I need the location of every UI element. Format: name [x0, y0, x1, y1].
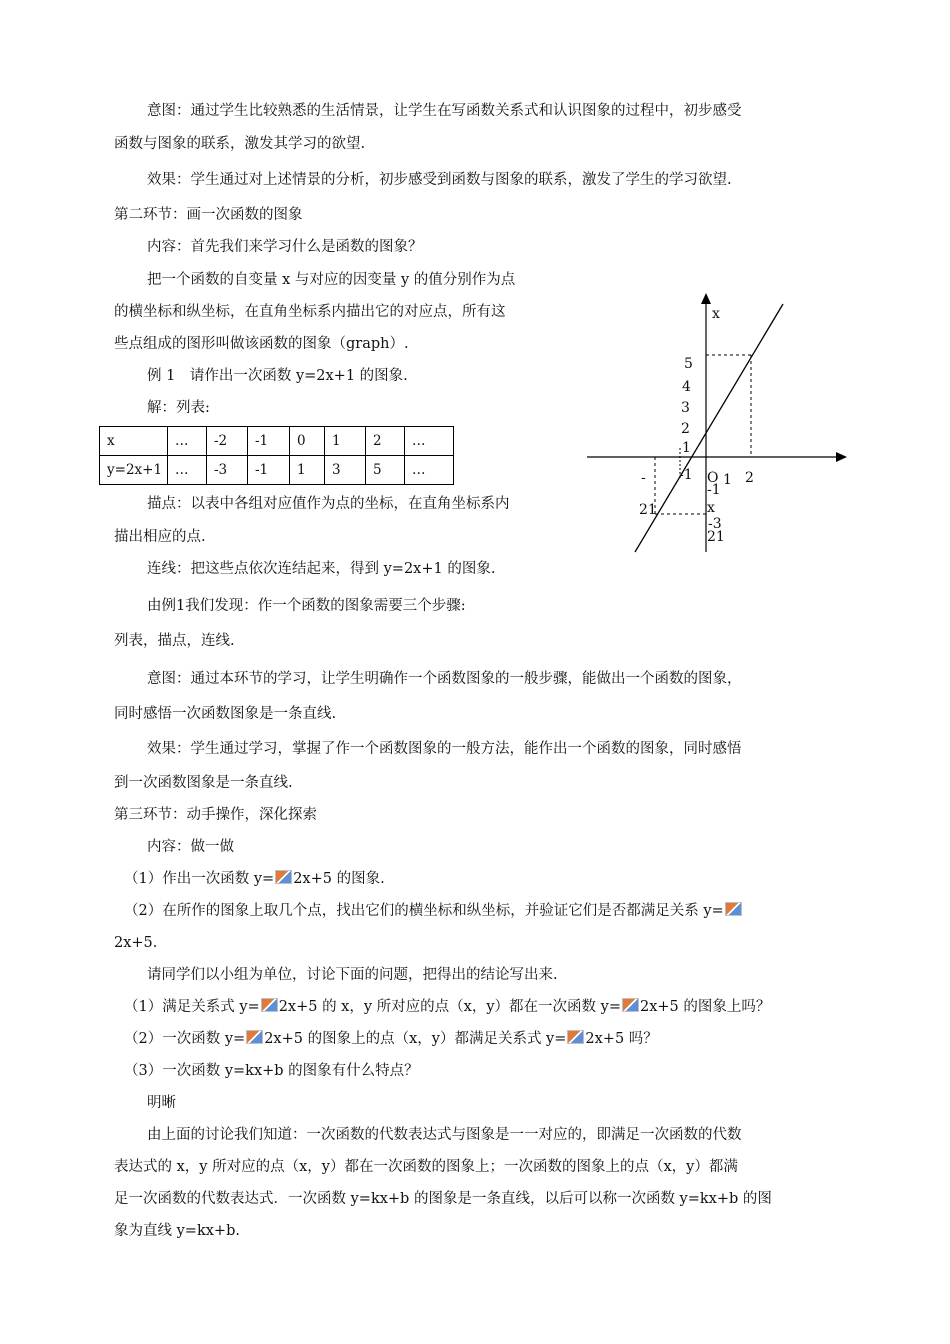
x-axis-arrow-icon	[836, 452, 847, 462]
conclusion-line4: 象为直线 y=kx+b.	[114, 1223, 240, 1239]
table-cell: 3	[325, 456, 366, 485]
missing-image-icon	[725, 902, 742, 916]
table-cell: x	[100, 427, 168, 456]
intent2-line1: 意图：通过本环节的学习，让学生明确作一个函数图象的一般步骤，能做出一个函数的图象，	[147, 671, 742, 687]
section3-title: 第三环节：动手操作，深化探索	[114, 807, 317, 823]
intent-paragraph-line2: 函数与图象的联系，激发其学习的欲望.	[114, 136, 366, 152]
task2-line1: （2）在所作的图象上取几个点，找出它们的横坐标和纵坐标，并验证它们是否都满足关系 y=	[124, 901, 743, 921]
discuss: 请同学们以小组为单位，讨论下面的问题，把得出的结论写出来.	[147, 967, 558, 983]
table-cell: -2	[207, 427, 248, 456]
section2-title: 第二环节：画一次函数的图象	[114, 207, 303, 223]
definition-line3: 些点组成的图形叫做该函数的图象（graph）.	[114, 336, 409, 352]
table-cell: …	[405, 456, 454, 485]
definition-line1: 把一个函数的自变量 x 与对应的因变量 y 的值分别作为点	[147, 272, 516, 288]
clarify-heading: 明晰	[147, 1095, 176, 1111]
finding: 由例1我们发现：作一个函数的图象需要三个步骤:	[147, 598, 466, 614]
solution-label: 解：列表:	[147, 400, 210, 416]
table-cell: -1	[248, 456, 290, 485]
table-cell: 1	[290, 456, 325, 485]
question2: （2）一次函数 y= 2x+5 的图象上的点（x，y）都满足关系式 y= 2x+5 吗？	[124, 1031, 658, 1047]
missing-image-icon	[275, 870, 292, 884]
origin-label: O	[707, 470, 719, 486]
task1: （1）作出一次函数 y= 2x+5 的图象.	[124, 871, 385, 887]
plot-step-line1: 描点：以表中各组对应值作为点的坐标，在直角坐标系内	[147, 496, 510, 512]
content2: 内容：首先我们来学习什么是函数的图象？	[147, 239, 423, 255]
connect-step: 连线：把这些点依次连结起来，得到 y=2x+1 的图象.	[147, 561, 496, 577]
conclusion-line3: 足一次函数的代数表达式．一次函数 y=kx+b 的图象是一条直线，以后可以称一次函数 y=kx+b 的图	[114, 1191, 772, 1207]
example1: 例 1 请作出一次函数 y=2x+1 的图象.	[147, 368, 408, 384]
neg-label: x	[707, 500, 715, 516]
table-cell: …	[405, 427, 454, 456]
table-row	[100, 427, 454, 456]
y-tick-label: 1	[682, 440, 691, 456]
table-cell: 5	[366, 456, 405, 485]
missing-image-icon	[246, 1030, 263, 1044]
conclusion-line1: 由上面的讨论我们知道：一次函数的代数表达式与图象是一一对应的，即满足一次函数的代数	[147, 1127, 742, 1143]
x-tick-label: 1	[723, 472, 732, 488]
intent2-line2: 同时感悟一次函数图象是一条直线.	[114, 706, 337, 722]
table-cell: y=2x+1	[100, 456, 168, 485]
content3: 内容：做一做	[147, 839, 234, 855]
value-table	[99, 426, 454, 485]
function-graph	[585, 290, 855, 560]
table-cell: …	[168, 456, 207, 485]
neg-label: -1	[679, 467, 693, 483]
table-cell: 0	[290, 427, 325, 456]
axis-label: x	[712, 306, 720, 322]
x-tick-label: 2	[745, 470, 754, 486]
effect2-line2: 到一次函数图象是一条直线.	[114, 775, 293, 791]
conclusion-line2: 表达式的 x，y 所对应的点（x，y）都在一次函数的图象上；一次函数的图象上的点（x，y）都满	[114, 1159, 738, 1175]
intent-paragraph-line1: 意图：通过学生比较熟悉的生活情景，让学生在写函数关系式和认识图象的过程中，初步感受	[147, 103, 742, 119]
table-row	[100, 456, 454, 485]
missing-image-icon	[261, 998, 278, 1012]
table-cell: -3	[207, 456, 248, 485]
neg-label: 21	[707, 529, 725, 545]
neg-label: -1	[707, 482, 721, 498]
plot-step-line2: 描出相应的点.	[114, 529, 206, 545]
task2-line2: 2x+5.	[114, 935, 158, 951]
neg-label: -	[641, 470, 646, 486]
table-cell: 2	[366, 427, 405, 456]
table-cell: -1	[248, 427, 290, 456]
table-cell: 1	[325, 427, 366, 456]
y-tick-label: 2	[681, 421, 690, 437]
effect-paragraph: 效果：学生通过对上述情景的分析，初步感受到函数与图象的联系，激发了学生的学习欲望.	[147, 172, 732, 188]
missing-image-icon	[567, 1030, 584, 1044]
y-tick-label: 4	[682, 379, 691, 395]
question1: （1）满足关系式 y= 2x+5 的 x，y 所对应的点（x，y）都在一次函数 y= 2x+5 的图象上吗？	[124, 999, 771, 1015]
question3: （3）一次函数 y=kx+b 的图象有什么特点？	[124, 1063, 419, 1079]
neg-label: 21	[639, 502, 657, 518]
neg-label: -3	[708, 516, 722, 532]
definition-line2: 的横坐标和纵坐标，在直角坐标系内描出它的对应点，所有这	[114, 304, 506, 320]
missing-image-icon	[622, 998, 639, 1012]
table-cell: …	[168, 427, 207, 456]
y-axis-arrow-icon	[701, 293, 711, 304]
y-tick-label: 5	[684, 356, 693, 372]
y-tick-label: 3	[681, 400, 690, 416]
steps: 列表，描点，连线.	[114, 633, 235, 649]
effect2-line1: 效果：学生通过学习，掌握了作一个函数图象的一般方法，能作出一个函数的图象，同时感悟	[147, 741, 742, 757]
